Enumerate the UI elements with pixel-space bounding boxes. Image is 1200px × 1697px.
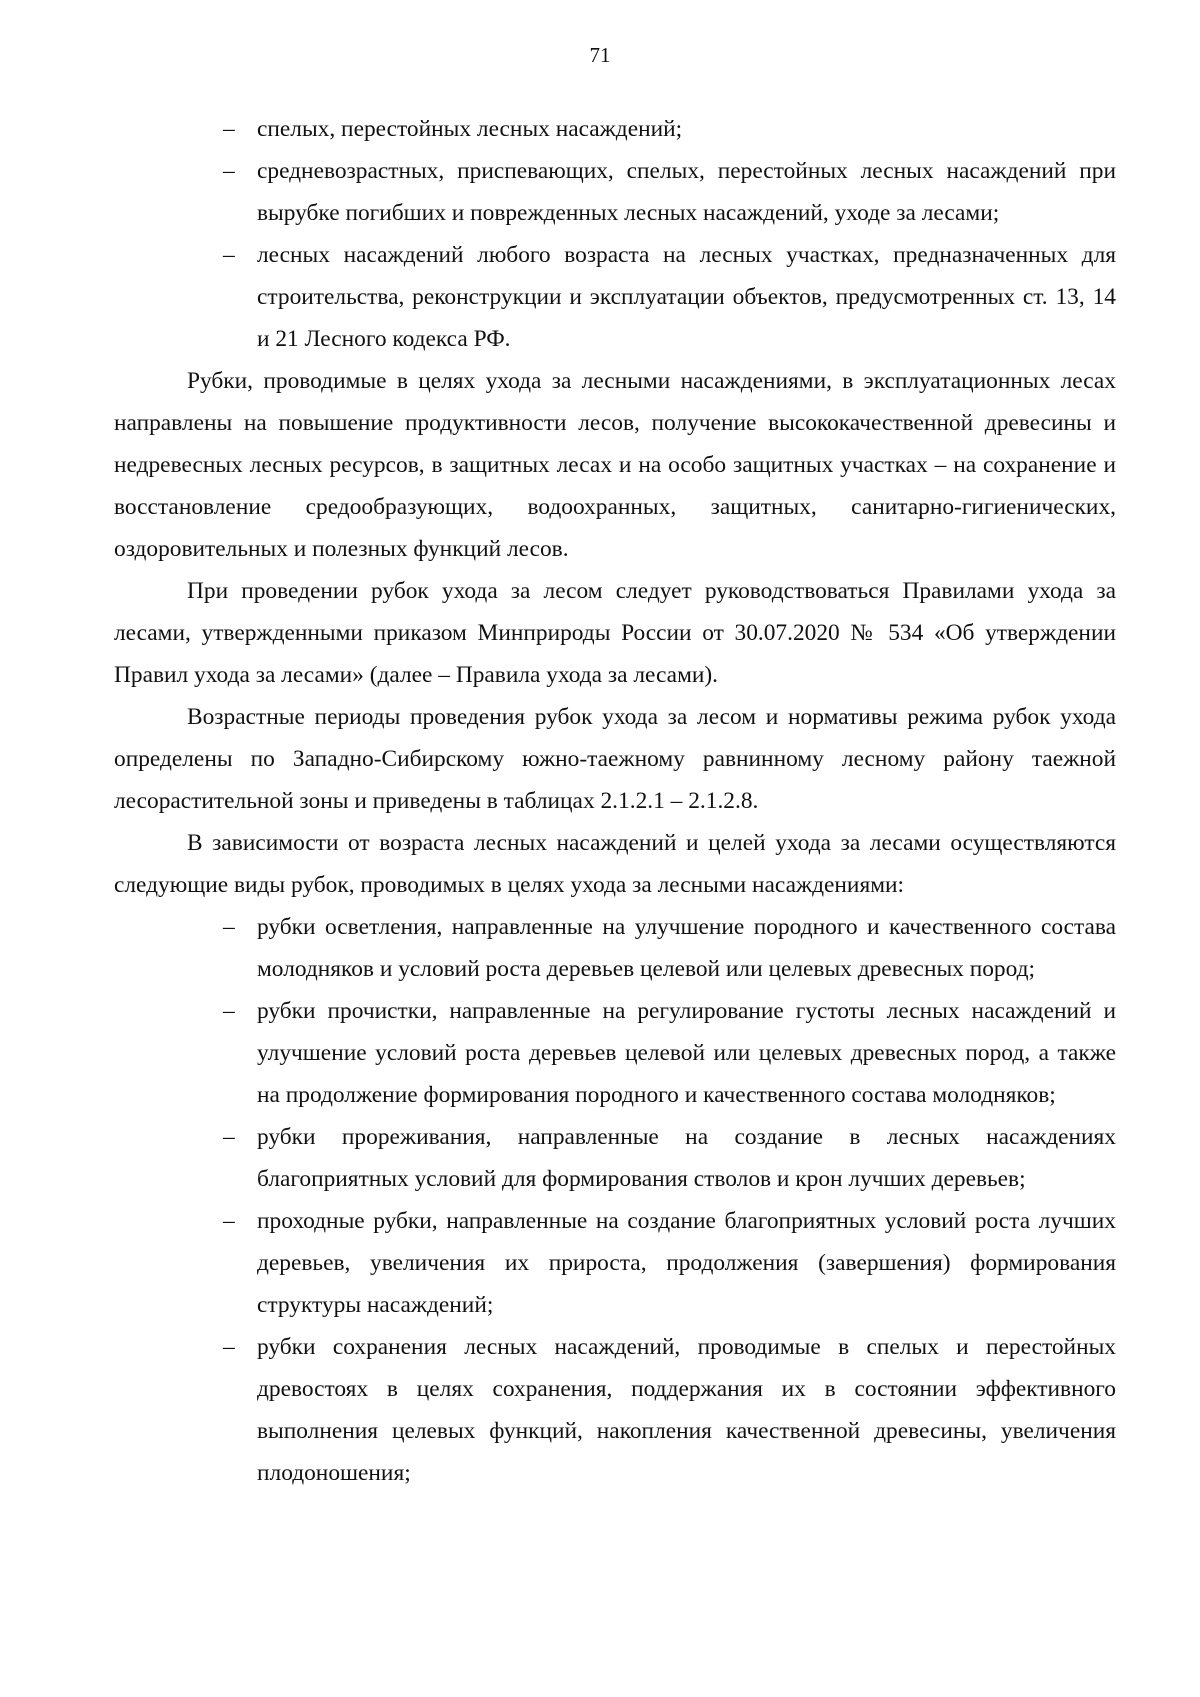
list-item: – рубки осветления, направленные на улучшение породного и качественного состава молодняков и условий роста деревьев целевой или целевых древесных пород; [257,906,1116,990]
dash-list-bottom [114,906,1116,1494]
page-number: 71 [589,43,611,67]
paragraph: При проведении рубок ухода за лесом следует руководствоваться Правилами ухода за лесами, утвержденными приказом Минприроды России от 30.07.2020 № 534 «Об утверждении Правил ухода за лесами» (далее – Правила ухода за лесами). [114,578,1116,688]
list-item: – рубки сохранения лесных насаждений, проводимые в спелых и перестойных древостоях в целях сохранения, поддержания их в состоянии эффективного выполнения целевых функций, накопления качественной древесины, увеличения плодоношения; [257,1326,1116,1494]
paragraph: Рубки, проводимые в целях ухода за лесными насаждениями, в эксплуатационных лесах направлены на повышение продуктивности лесов, получение высококачественной древесины и недревесных лесных ресурсов, в защитных лесах и на особо защитных участках – на сохранение и восстановление средообразующих, водоохранных, защитных, санитарно-гигиенических, оздоровительных и полезных функций лесов. [114,368,1116,562]
list-item: – проходные рубки, направленные на создание благоприятных условий роста лучших деревьев, увеличения их прироста, продолжения (завершения) формирования структуры насаждений; [257,1200,1116,1326]
paragraph: Возрастные периоды проведения рубок ухода за лесом и нормативы режима рубок ухода определены по Западно-Сибирскому южно-таежному равнинному лесному району таежной лесорастительной зоны и приведены в таблицах 2.1.2.1 – 2.1.2.8. [114,704,1116,814]
list-item: – рубки прореживания, направленные на создание в лесных насаждениях благоприятных условий для формирования стволов и крон лучших деревьев; [257,1116,1116,1200]
list-item: – лесных насаждений любого возраста на лесных участках, предназначенных для строительства, реконструкции и эксплуатации объектов, предусмотренных ст. 13, 14 и 21 Лесного кодекса РФ. [257,234,1116,360]
list-item: – спелых, перестойных лесных насаждений; [257,108,1116,150]
document-body [114,108,1116,1494]
list-item: – средневозрастных, приспевающих, спелых, перестойных лесных насаждений при вырубке погибших и поврежденных лесных насаждений, уходе за лесами; [257,150,1116,234]
dash-list-top [114,108,1116,360]
list-item: – рубки прочистки, направленные на регулирование густоты лесных насаждений и улучшение условий роста деревьев целевой или целевых древесных пород, а также на продолжение формирования породного и качественного состава молодняков; [257,990,1116,1116]
paragraph: В зависимости от возраста лесных насаждений и целей ухода за лесами осуществляются следующие виды рубок, проводимых в целях ухода за лесными насаждениями: [114,830,1116,898]
